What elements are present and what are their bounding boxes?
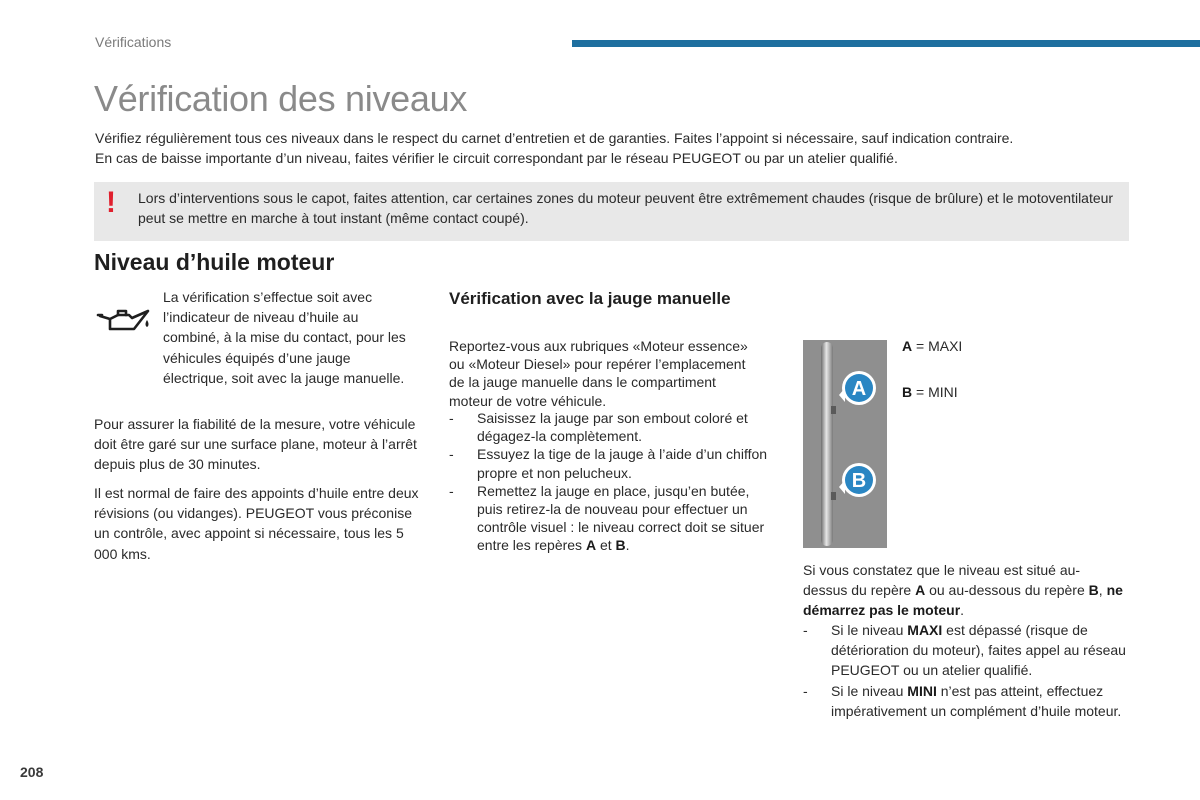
notice-dash: - xyxy=(803,622,808,638)
notice-marker-a: A xyxy=(915,582,926,599)
manual-check-intro: Reportez-vous aux rubriques «Moteur essence» ou «Moteur Diesel» pour repérer l’emplacement de la jauge manuelle dans le compartiment moteur de votre véhicule. xyxy=(449,338,748,409)
intro-line-2: En cas de baisse importante d’un niveau, faites vérifier le circuit correspondant par le réseau PEUGEOT ou par un atelier qualifié. xyxy=(95,150,898,166)
notice-item-bold: MAXI xyxy=(907,622,943,638)
legend-min xyxy=(902,384,958,400)
warning-text: Lors d’interventions sous le capot, faites attention, car certaines zones du moteur peuvent être extrêmement chaudes (risque de brûlure) et le motoventilateur peut se mettre en marche à tout instant (même contact coupé). xyxy=(138,190,1114,226)
notice-item xyxy=(803,681,1128,721)
notice-comma: , xyxy=(1098,582,1107,599)
notice-mid: ou au-dessous du repère xyxy=(925,582,1089,599)
oil-indicator-text: La vérification s’effectue soit avec l’indicateur de niveau d’huile au combiné, à la mise du contact, pour les véhicules équipés d’une jauge électrique, soit avec la jauge manuelle. xyxy=(163,289,406,386)
legend-max-key: A xyxy=(902,338,913,354)
oil-can-icon xyxy=(96,305,152,335)
notice-end: . xyxy=(960,602,965,619)
warning-box xyxy=(94,182,1129,241)
step-item xyxy=(449,445,769,481)
marker-a-ref: A xyxy=(585,537,597,554)
notice-dash: - xyxy=(803,682,808,699)
dipstick-notch-min xyxy=(831,492,836,500)
legend-max xyxy=(902,338,962,354)
oil-level-heading: Niveau d’huile moteur xyxy=(94,249,335,275)
step-item xyxy=(449,409,769,445)
notice-item-after: est dépassé (risque de détérioration du moteur), faites appel au réseau PEUGEOT ou un atelier qualifié. xyxy=(831,622,1126,679)
notice-item-after: n’est pas atteint, effectuez impérativement un complément d’huile moteur. xyxy=(831,682,1122,719)
marker-b-ref: B xyxy=(615,537,626,554)
section-tag: Vérifications xyxy=(95,34,172,50)
legend-min-value: = MINI xyxy=(912,384,958,400)
notice-marker-b: B xyxy=(1088,582,1099,599)
dipstick-notch-max xyxy=(831,406,836,414)
dipstick-background xyxy=(803,340,887,548)
marker-a-label: A xyxy=(851,378,867,400)
manual-check-heading: Vérification avec la jauge manuelle xyxy=(449,289,731,308)
step-text-mid: et xyxy=(596,537,616,554)
level-notice-list xyxy=(803,620,1128,721)
dipstick-illustration xyxy=(803,340,887,548)
step-dash: - xyxy=(449,446,454,463)
notice-before: Si vous constatez que le niveau est situé au-dessus du repère xyxy=(803,562,1081,599)
step-dash: - xyxy=(449,410,454,426)
step-item xyxy=(449,482,769,555)
notice-item xyxy=(803,620,1128,681)
notice-item-before: Si le niveau xyxy=(831,622,908,638)
legend-max-value: = MAXI xyxy=(912,338,963,354)
level-notice-text xyxy=(803,560,1123,621)
notice-warning-bold: ne démarrez pas le moteur xyxy=(803,582,1123,619)
warning-icon: ! xyxy=(106,186,116,219)
page-number: 208 xyxy=(20,764,44,780)
legend-min-key: B xyxy=(902,384,913,400)
page-title: Vérification des niveaux xyxy=(94,78,468,119)
section-accent-bar xyxy=(572,40,1200,47)
dipstick-rod xyxy=(821,342,833,546)
notice-item-before: Si le niveau xyxy=(831,682,908,699)
top-up-recommendation-text: Il est normal de faire des appoints d’huile entre deux révisions (ou vidanges). PEUGEOT vous préconise un contrôle, avec appoint si nécessaire, tous les 5 000 kms. xyxy=(94,485,419,562)
manual-check-steps xyxy=(449,409,769,555)
measurement-conditions-text: Pour assurer la fiabilité de la mesure, votre véhicule doit être garé sur une surface plane, moteur à l’arrêt depuis plus de 30 minutes. xyxy=(94,416,417,473)
step-text: Saisissez la jauge par son embout coloré et dégagez-la complètement. xyxy=(477,410,748,445)
step-dash: - xyxy=(449,482,454,499)
step-text-after: . xyxy=(625,537,630,554)
marker-b-label: B xyxy=(851,470,867,492)
intro-line-1: Vérifiez régulièrement tous ces niveaux dans le respect du carnet d’entretien et de garanties. Faites l’appoint si nécessaire, sauf indication contraire. xyxy=(95,130,1014,146)
step-text: Essuyez la tige de la jauge à l’aide d’un chiffon propre et non pelucheux. xyxy=(477,446,768,481)
intro-paragraph xyxy=(95,128,1125,168)
notice-item-bold: MINI xyxy=(907,682,937,699)
step-text-before: Remettez la jauge en place, jusqu’en butée, puis retirez-la de nouveau pour effectuer un contrôle visuel : le niveau correct doit se situer entre les repères xyxy=(477,482,765,554)
